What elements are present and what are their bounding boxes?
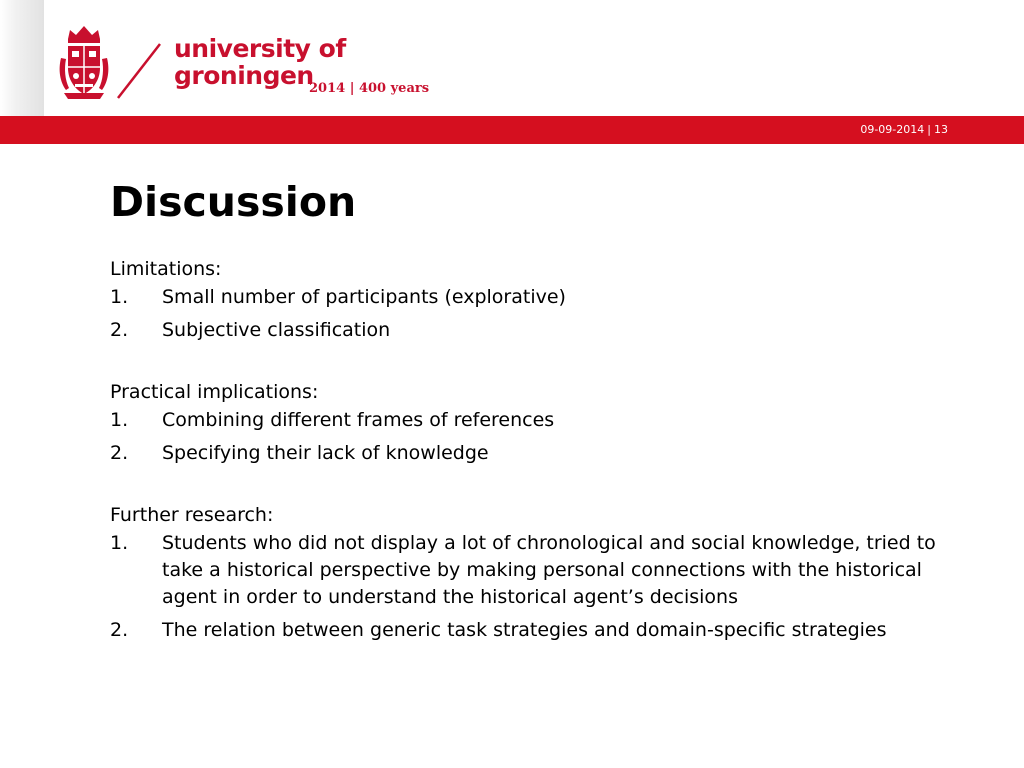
list-number: 1.: [110, 532, 129, 554]
logo-slash-icon: [114, 42, 164, 100]
list-text: Subjective classification: [162, 319, 391, 341]
list-text: The relation between generic task strategies and domain-specific strategies: [162, 619, 887, 641]
list-number: 1.: [110, 409, 129, 431]
list-item: [110, 407, 960, 434]
list-text: Small number of participants (explorative): [162, 286, 566, 308]
list-number: 2.: [110, 442, 129, 464]
list-number: 2.: [110, 619, 129, 641]
anniversary-label: 2014 | 400 years: [309, 81, 430, 96]
section-heading: Practical implications:: [110, 381, 319, 403]
slide-page-number: 13: [934, 123, 948, 136]
list-item: [110, 317, 960, 344]
slide-content: [110, 178, 960, 677]
left-shade: [0, 0, 44, 116]
list-item: [110, 617, 960, 644]
list-number: 2.: [110, 319, 129, 341]
section-practical-implications: [110, 377, 960, 467]
slide-meta: [860, 123, 948, 136]
list-text: Specifying their lack of knowledge: [162, 442, 489, 464]
university-crest-icon: [58, 22, 110, 100]
list-item: [110, 530, 960, 611]
section-limitations: [110, 254, 960, 344]
meta-separator: |: [927, 123, 931, 136]
section-heading: Limitations:: [110, 258, 222, 280]
slide-date: 09-09-2014: [860, 123, 925, 136]
list-text: Combining different frames of references: [162, 409, 555, 431]
list-item: [110, 284, 960, 311]
wordmark-line-2: groningen: [174, 61, 314, 90]
list-number: 1.: [110, 286, 129, 308]
slide-title: Discussion: [110, 178, 357, 226]
section-further-research: [110, 500, 960, 644]
list-text: Students who did not display a lot of chronological and social knowledge, tried to take a historical perspective by making personal connections with the historical agent in order to understand the historical agent’s decisions: [162, 532, 936, 608]
header-band: [0, 116, 1024, 144]
section-heading: Further research:: [110, 504, 274, 526]
wordmark-line-1: university of: [174, 34, 346, 63]
list-item: [110, 440, 960, 467]
